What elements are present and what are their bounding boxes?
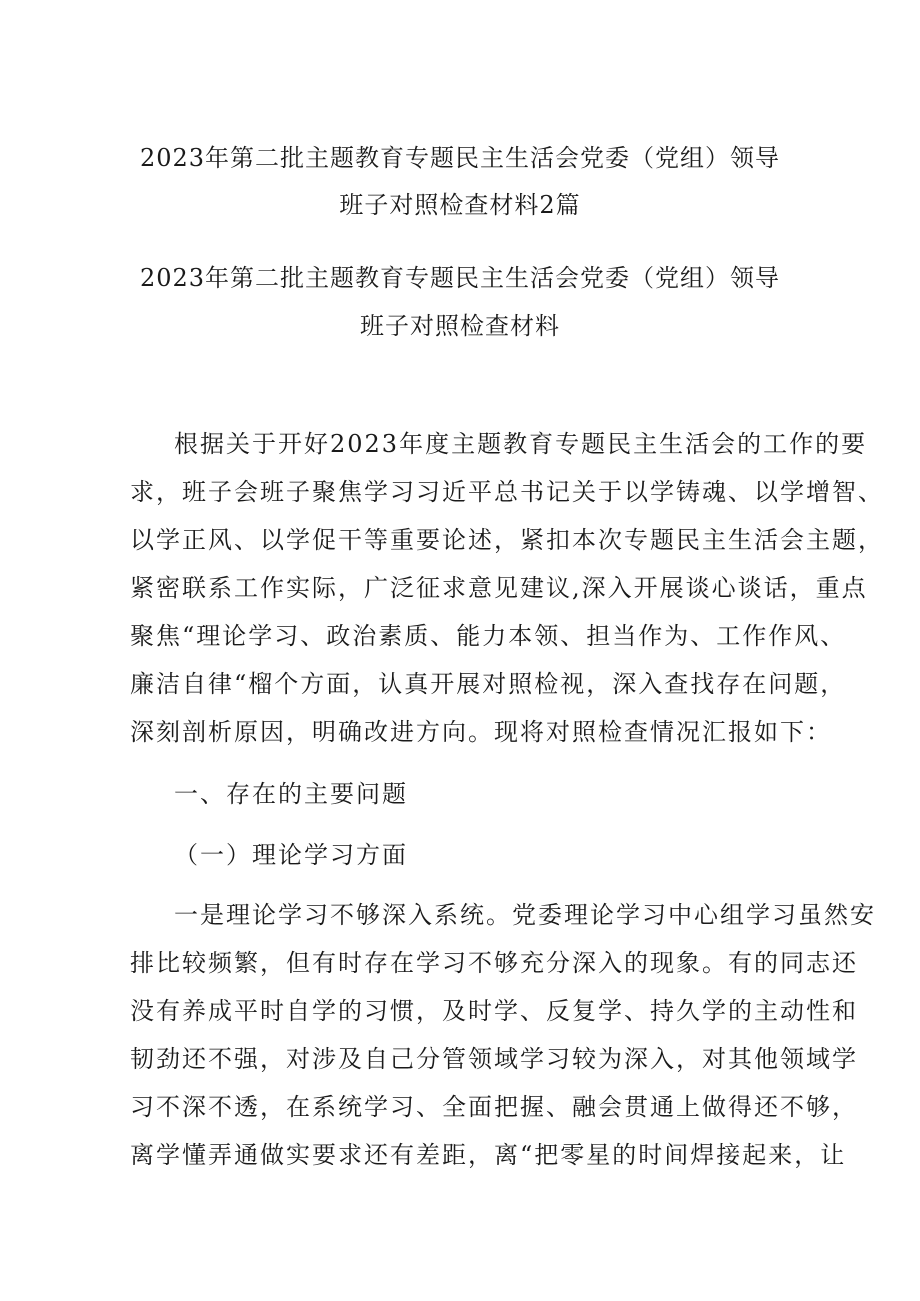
- body-paragraph-line: 排比较频繁，但有时存在学习不够充分深入的现象。有的同志还: [130, 949, 858, 977]
- body-paragraph-line: 离学懂弄通做实要求还有差距，离“把零星的时间焊接起来，让: [130, 1141, 847, 1169]
- intro-paragraph-line: 求，班子会班子聚焦学习习近平总书记关于以学铸魂、以学增智、: [130, 478, 884, 506]
- body-paragraph-line: 没有养成平时自学的习惯，及时学、反复学、持久学的主动性和: [130, 997, 858, 1025]
- intro-paragraph-line: 聚焦“理论学习、政治素质、能力本领、担当作为、工作作风、: [130, 622, 847, 650]
- body-paragraph-line: 韧劲还不强，对涉及自己分管领域学习较为深入，对其他领域学: [130, 1045, 858, 1073]
- subtitle-line-2: 班子对照检查材料: [360, 312, 560, 340]
- intro-paragraph-line: 深刻剖析原因，明确改进方向。现将对照检查情况汇报如下：: [130, 718, 832, 746]
- subsection-heading: （一）理论学习方面: [174, 841, 408, 869]
- subtitle-line-1: 2023年第二批主题教育专题民主生活会党委（党组）领导: [139, 264, 781, 292]
- intro-paragraph-line: 根据关于开好2023年度主题教育专题民主生活会的工作的要: [174, 430, 868, 458]
- body-paragraph-line: 一是理论学习不够深入系统。党委理论学习中心组学习虽然安: [174, 901, 876, 929]
- document-title-line-2: 班子对照检查材料2篇: [339, 191, 581, 219]
- document-title-line-1: 2023年第二批主题教育专题民主生活会党委（党组）领导: [139, 144, 781, 172]
- section-heading: 一、存在的主要问题: [174, 780, 408, 808]
- intro-paragraph-line: 廉洁自律“榴个方面，认真开展对照检视，深入查找存在问题，: [130, 670, 847, 698]
- body-paragraph-line: 习不深不透，在系统学习、全面把握、融会贯通上做得还不够，: [130, 1093, 858, 1121]
- intro-paragraph-line: 紧密联系工作实际，广泛征求意见建议,深入开展谈心谈话，重点: [130, 574, 868, 602]
- intro-paragraph-line: 以学正风、以学促干等重要论述，紧扣本次专题民主生活会主题，: [130, 526, 884, 554]
